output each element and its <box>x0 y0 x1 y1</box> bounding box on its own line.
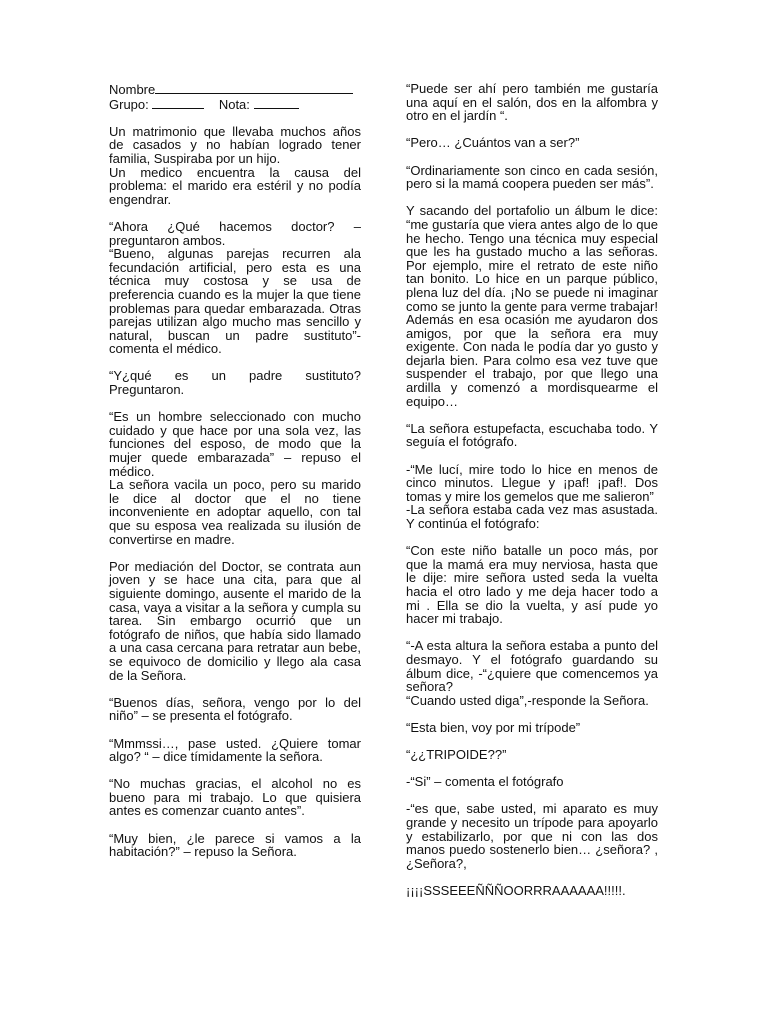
paragraph: “Esta bien, voy por mi trípode” <box>406 719 581 735</box>
grade-label: Nota: <box>218 96 250 112</box>
paragraph: “¿¿TRIPOIDE??” <box>406 747 507 763</box>
paragraph: Un medico encuentra la causa del problema: el marido era estéril y no podía engendrar. <box>109 164 361 207</box>
paragraph: Un matrimonio que llevaba muchos años de casados y no habían logrado tener familia, Suspiraba por un hijo. <box>109 123 361 166</box>
paragraph: Por mediación del Doctor, se contrata aun joven y se hace una cita, para que al siguiente domingo, ausente el marido de la casa, vaya a visitar a la señora y cumpla su tarea. Sin embargo ocurrió que un fotógrafo de niños, que había sido llamado a una casa cercana para retratar aun bebe, se equivoco de domicilio y llego ala casa de la Señora. <box>109 558 361 683</box>
paragraph: “Muy bien, ¿le parece si vamos a la habitación?” – repuso la Señora. <box>109 830 361 860</box>
grade-blank <box>254 97 299 109</box>
paragraph: “Es un hombre seleccionado con mucho cuidado y que hace por una sola vez, las funciones del esposo, de modo que la mujer quede embarazada” – repuso el médico. <box>109 409 361 479</box>
group-blank <box>152 97 204 109</box>
name-label: Nombre <box>109 82 156 97</box>
paragraph: “-A esta altura la señora estaba a punto del desmayo. Y el fotógrafo guardando su álbum dice, -“¿quiere que comencemos ya señora? <box>406 638 658 695</box>
group-grade-line <box>109 97 361 112</box>
paragraph: “Ordinariamente son cinco en cada sesión, pero si la mamá coopera pueden ser más”. <box>406 162 658 192</box>
left-column <box>109 82 361 859</box>
name-blank <box>155 82 353 94</box>
paragraph: “Mmmssi…, pase usted. ¿Quiere tomar algo? “ – dice tímidamente la señora. <box>109 735 361 765</box>
paragraph: -“Me lucí, mire todo lo hice en menos de cinco minutos. Llegue y ¡paf! ¡paf!. Dos tomas y mire los gemelos que me salieron” <box>406 461 658 504</box>
paragraph: ¡¡¡¡SSSEEEÑÑÑOORRRAAAAAA!!!!!. <box>406 883 626 899</box>
group-label: Grupo: <box>109 96 149 112</box>
right-column <box>406 82 658 898</box>
paragraph: -“es que, sabe usted, mi aparato es muy grande y necesito un trípode para apoyarlo y estabilizarlo, por que ni con las dos manos puedo sostenerlo bien… ¿señora? , ¿Señora?, <box>406 801 658 871</box>
paragraph: “Buenos días, señora, vengo por lo del niño” – se presenta el fotógrafo. <box>109 694 361 724</box>
paragraph: “Pero… ¿Cuántos van a ser?” <box>406 135 580 151</box>
paragraph: “Cuando usted diga”,-responde la Señora. <box>406 692 649 708</box>
paragraph: “Bueno, algunas parejas recurren ala fecundación artificial, pero esta es una técnica muy costosa y se usa de preferencia cuando es la mujer la que tiene problemas para quedar embarazada. Otras parejas utilizan algo mucho mas sencillo y natural, buscan un padre sustituto”- comenta el médico. <box>109 246 361 357</box>
paragraph: Y sacando del portafolio un álbum le dice: “me gustaría que viera antes algo de lo que he hecho. Tengo una técnica muy especial que les ha gustado mucho a las señoras. Por ejemplo, mire el retrato de este niño tan bonito. Lo hice en un parque público, plena luz del día. ¡No se puede ni imaginar como se junto la gente para verme trabajar! Además en esa ocasión me ayudaron dos amigos, por que la señora era muy exigente. Con nada le podía dar yo gusto y dejarla bien. Para colmo esa vez tuve que suspender el trabajo, por que llego una ardilla y comenzó a mordisquearme el equipo… <box>406 203 658 409</box>
paragraph: “Puede ser ahí pero también me gustaría una aquí en el salón, dos en la alfombra y otro en el jardín “. <box>406 81 658 124</box>
paragraph: “Y¿qué es un padre sustituto? Preguntaron. <box>109 368 361 398</box>
paragraph: “Con este niño batalle un poco más, por que la mamá era muy nerviosa, hasta que le dije: mire señora usted seda la vuelta hacia el otro lado y me deja hacer todo a mi . Ella se dio la vuelta, y así pude yo hacer mi trabajo. <box>406 543 658 627</box>
name-line <box>109 82 361 97</box>
paragraph: -La señora estaba cada vez mas asustada. Y continúa el fotógrafo: <box>406 502 658 531</box>
paragraph: La señora vacila un poco, pero su marido le dice al doctor que el no tiene inconveniente en adoptar aquello, con tal que su esposa vea realizada su ilusión de convertirse en madre. <box>109 477 361 547</box>
paragraph: “Ahora ¿Qué hacemos doctor? – preguntaron ambos. <box>109 218 361 248</box>
paragraph: “La señora estupefacta, escuchaba todo. Y seguía el fotógrafo. <box>406 420 658 450</box>
paragraph: -“Si” – comenta el fotógrafo <box>406 774 564 790</box>
paragraph: “No muchas gracias, el alcohol no es bueno para mi trabajo. Lo que quisiera antes es comenzar cuanto antes”. <box>109 776 361 819</box>
